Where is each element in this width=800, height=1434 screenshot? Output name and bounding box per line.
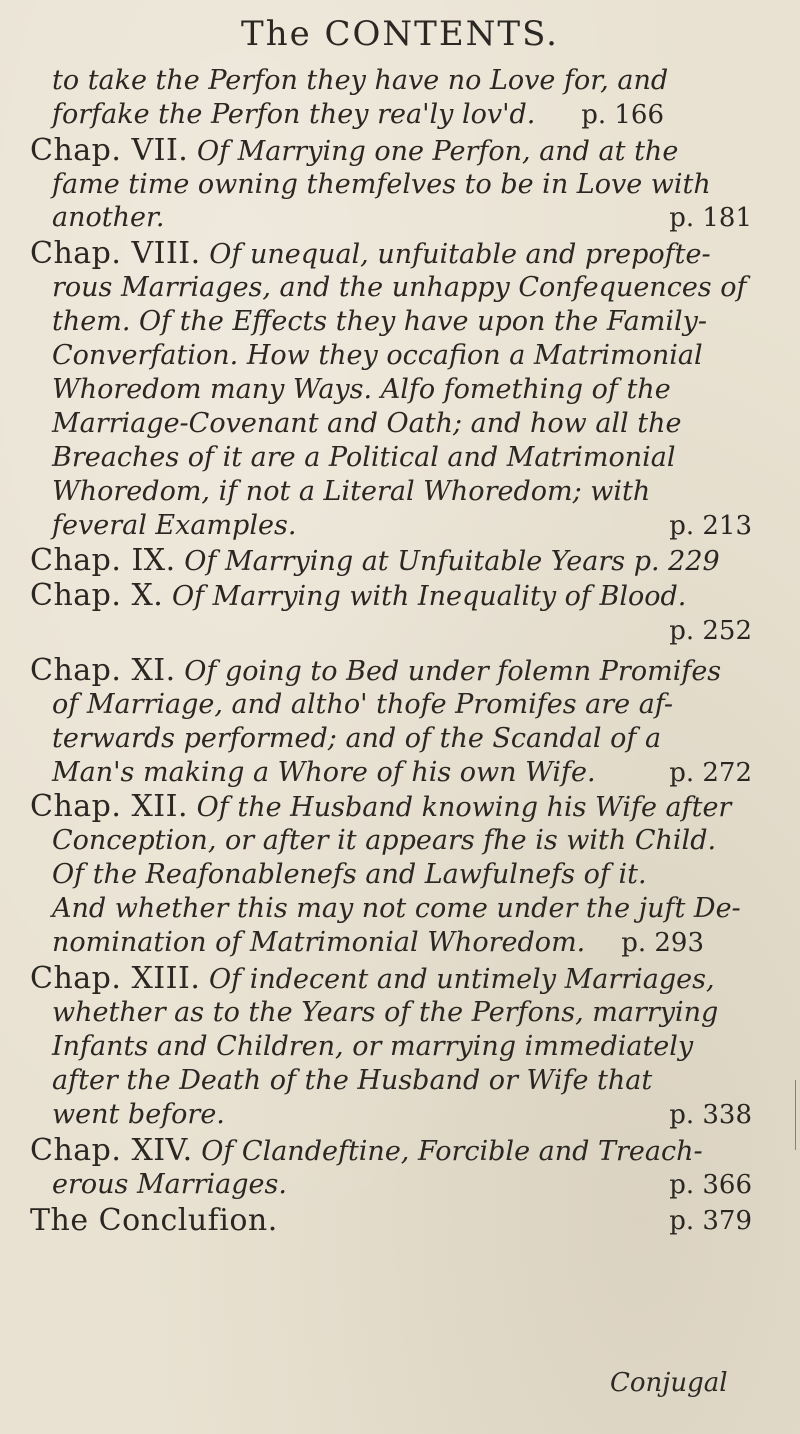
toc-line: Breaches of it are a Political and Matrimonial — [52, 442, 676, 473]
chapter-label: Chap. XIII. — [30, 961, 201, 996]
toc-line: Chap. XIII. Of indecent and untimely Marriages, — [30, 961, 715, 996]
toc-line: went before. — [52, 1099, 225, 1130]
toc-line: Chap. XII. Of the Husband knowing his Wife after — [30, 789, 732, 824]
page-ref: p. 166 — [581, 100, 664, 130]
toc-line: Chap. X. Of Marrying with Inequality of Blood. — [30, 578, 687, 613]
page-ref: p. 379 — [669, 1206, 752, 1236]
toc-line: Chap. XI. Of going to Bed under folemn Promifes — [30, 653, 722, 688]
toc-line: whether as to the Years of the Perfons, marrying — [52, 997, 719, 1028]
toc-line: nomination of Matrimonial Whoredom. — [52, 927, 586, 958]
chapter-label: Chap. IX. — [30, 543, 176, 578]
catchword: Conjugal — [610, 1368, 728, 1398]
page-title: The CONTENTS. — [241, 14, 559, 54]
toc-line: And whether this may not come under the juft De- — [52, 893, 741, 924]
toc-line: Chap. XIV. Of Clandeftine, Forcible and Treach- — [30, 1133, 703, 1168]
chapter-label: Chap. VIII. — [30, 236, 201, 271]
chapter-label: Chap. XIV. — [30, 1133, 193, 1168]
page-ref: p. 252 — [669, 616, 752, 646]
toc-line: them. Of the Effects they have upon the Family- — [52, 306, 708, 337]
toc-line: erous Marriages. — [52, 1169, 287, 1200]
toc-line: The Conclufion. — [30, 1203, 278, 1238]
toc-line: feveral Examples. — [52, 510, 297, 541]
toc-line: forfake the Perfon they rea'ly lov'd. — [52, 99, 536, 130]
toc-line: Man's making a Whore of his own Wife. — [52, 757, 596, 788]
toc-line: terwards performed; and of the Scandal of a — [52, 723, 662, 754]
toc-line: to take the Perfon they have no Love for, and — [52, 65, 669, 96]
toc-line: after the Death of the Husband or Wife that — [52, 1065, 653, 1096]
chapter-label: Chap. VII. — [30, 133, 189, 168]
chapter-label: Chap. XI. — [30, 653, 176, 688]
toc-line: Conception, or after it appears fhe is with Child. — [52, 825, 717, 856]
toc-line: Whoredom many Ways. Alfo fomething of the — [52, 374, 671, 405]
page-ref: p. 181 — [669, 203, 752, 233]
page-edge-line — [795, 1080, 796, 1150]
toc-line: fame time owning themfelves to be in Love with — [52, 169, 711, 200]
toc-line: Marriage-Covenant and Oath; and how all the — [52, 408, 682, 439]
toc-line: of Marriage, and altho' thofe Promifes are af- — [52, 689, 673, 720]
toc-line: Converfation. How they occafion a Matrimonial — [52, 340, 703, 371]
page-ref: p. 366 — [669, 1170, 752, 1200]
toc-line: Chap. IX. Of Marrying at Unfuitable Years p. 229 — [30, 543, 720, 578]
toc-line: Of the Reafonablenefs and Lawfulnefs of it. — [52, 859, 647, 890]
page-ref: p. 338 — [669, 1100, 752, 1130]
page-ref: p. 213 — [669, 511, 752, 541]
toc-line: Infants and Children, or marrying immediately — [52, 1031, 694, 1062]
toc-line: Chap. VIII. Of unequal, unfuitable and prepofte- — [30, 236, 711, 271]
toc-line: rous Marriages, and the unhappy Confequences of — [52, 272, 747, 303]
toc-line: another. — [52, 202, 165, 233]
toc-line: Chap. VII. Of Marrying one Perfon, and at the — [30, 133, 679, 168]
chapter-label: Chap. XII. — [30, 789, 189, 824]
chapter-label: Chap. X. — [30, 578, 164, 613]
toc-line: Whoredom, if not a Literal Whoredom; with — [52, 476, 651, 507]
page-ref: p. 272 — [669, 758, 752, 788]
page-ref: p. 293 — [621, 928, 704, 958]
